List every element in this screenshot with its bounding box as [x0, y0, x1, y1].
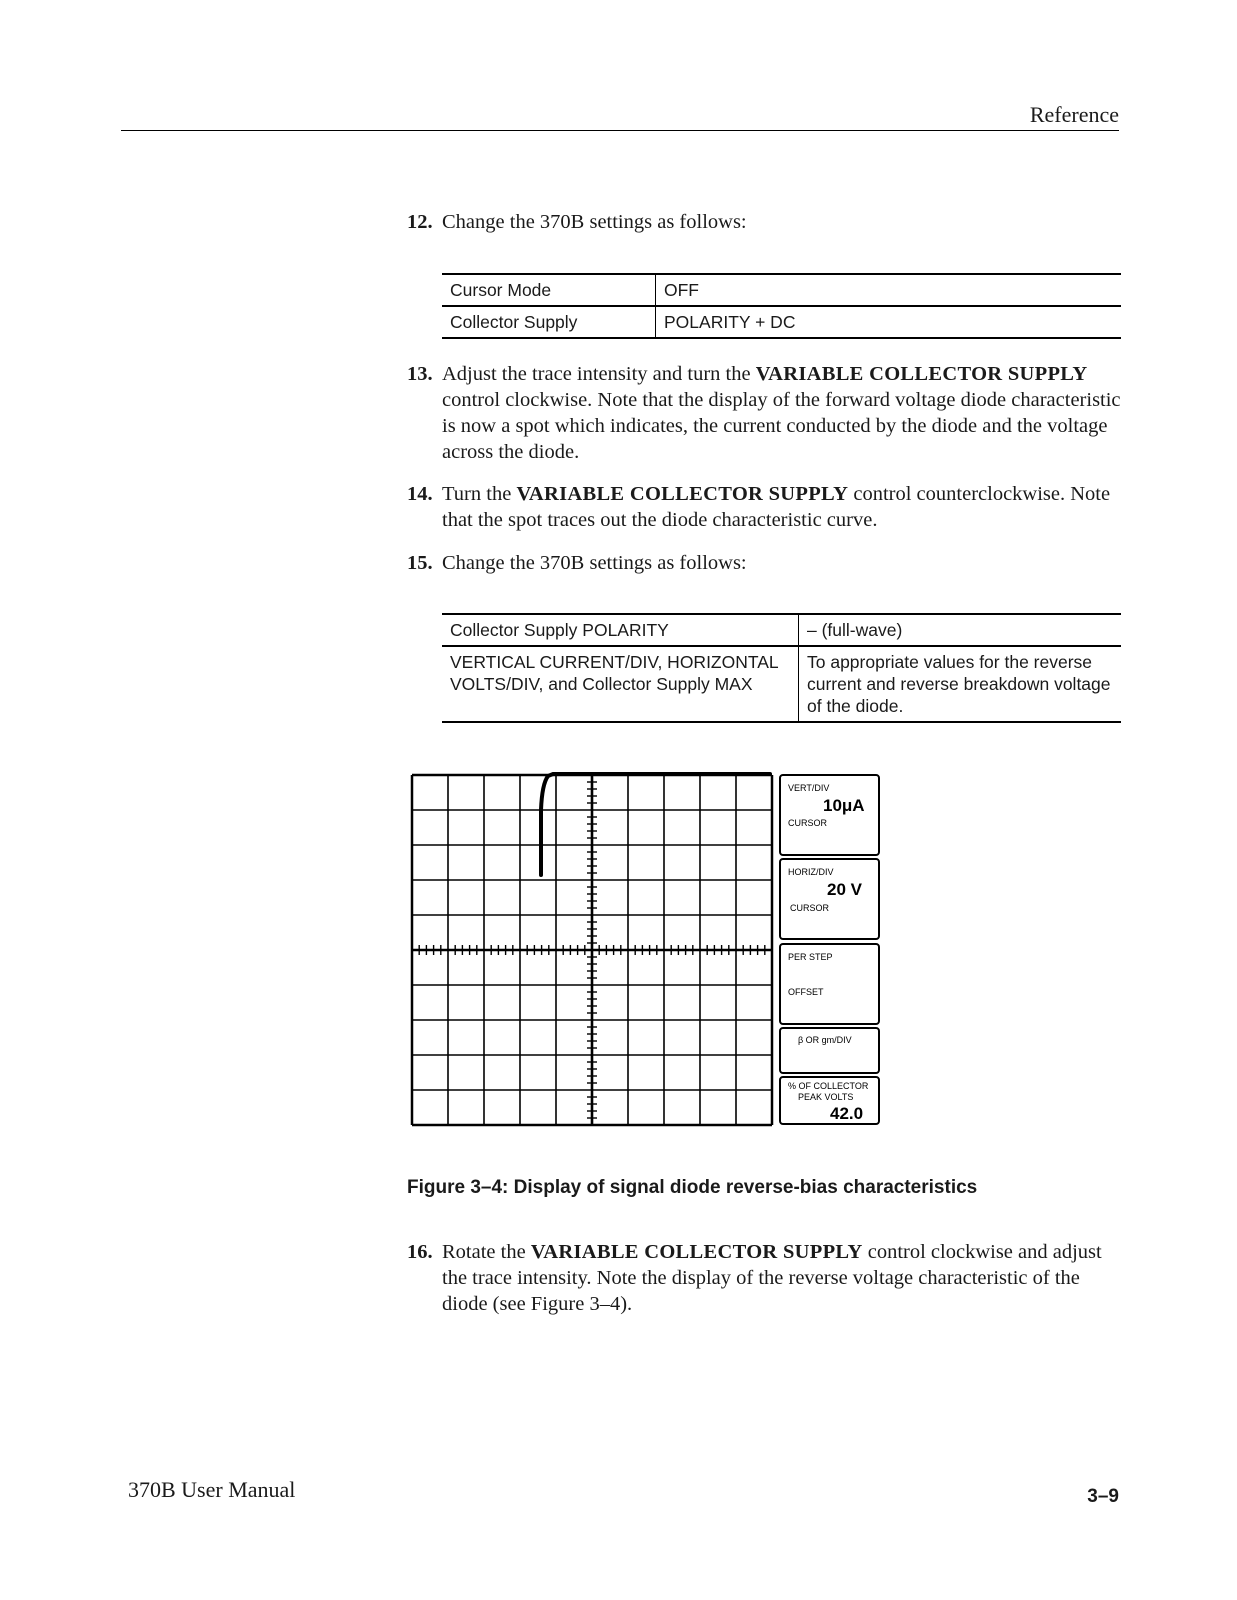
cursor-label: CURSOR [788, 818, 828, 828]
step-12 [407, 209, 1127, 235]
table-row [442, 306, 1121, 338]
per-step-label: PER STEP [788, 952, 833, 962]
step-text: Change the 370B settings as follows: [442, 552, 747, 574]
horiz-div-value: 20 V [827, 880, 862, 899]
step-text: Turn the [442, 483, 517, 505]
table-row [442, 646, 1121, 722]
readout-panel [780, 775, 879, 1124]
setting-value: OFF [664, 280, 699, 300]
peak-volts-value: 42.0 [830, 1104, 864, 1123]
step-16 [407, 1239, 1127, 1317]
setting-value: To appropriate values for the reverse current and reverse breakdown voltage of the diode. [807, 652, 1111, 716]
setting-name: Collector Supply [442, 306, 656, 338]
peak-volts-label: PEAK VOLTS [798, 1092, 854, 1102]
settings-table-1 [442, 273, 1121, 339]
control-name: VARIABLE COLLECTOR SUPPLY [516, 483, 849, 505]
figure-caption: Figure 3–4: Display of signal diode reverse-bias characteristics [407, 1177, 978, 1198]
control-name: VARIABLE COLLECTOR SUPPLY [755, 363, 1088, 385]
horiz-div-label: HORIZ/DIV [788, 867, 834, 877]
step-text: control clockwise and adjust the trace intensity. Note the display of the reverse voltage characteristic of the diode (see Figure 3–4). [442, 1241, 1102, 1315]
page-number: 3–9 [1087, 1486, 1119, 1507]
step-number: 12. [407, 211, 433, 233]
graticule [412, 775, 772, 1125]
step-text: control counterclockwise. Note that the spot traces out the diode characteristic curve. [442, 483, 1111, 531]
cursor-label: CURSOR [790, 903, 830, 913]
step-13 [407, 361, 1127, 465]
step-text: Adjust the trace intensity and turn the [442, 363, 756, 385]
footer-manual-title: 370B User Manual [128, 1477, 296, 1502]
step-text: Change the 370B settings as follows: [442, 211, 747, 233]
peak-volts-label: % OF COLLECTOR [788, 1081, 869, 1091]
step-number: 16. [407, 1241, 433, 1263]
settings-table-2 [442, 613, 1121, 723]
offset-label: OFFSET [788, 987, 824, 997]
table-row [442, 274, 1121, 306]
control-name: VARIABLE COLLECTOR SUPPLY [530, 1241, 863, 1263]
step-number: 15. [407, 552, 433, 574]
setting-value: POLARITY + DC [664, 312, 796, 332]
setting-name: Cursor Mode [442, 274, 656, 306]
setting-name: VERTICAL CURRENT/DIV, HORIZONTAL VOLTS/DIV, and Collector Supply MAX [442, 646, 799, 722]
setting-name: Collector Supply POLARITY [442, 614, 799, 646]
step-14 [407, 481, 1127, 533]
table-row [442, 614, 1121, 646]
setting-value: – (full-wave) [807, 620, 903, 640]
running-header: Reference [1029, 102, 1119, 127]
beta-label: β OR gm/DIV [798, 1035, 852, 1045]
curve-tracer-display [408, 770, 883, 1128]
header-rule [121, 130, 1119, 131]
step-text: control clockwise. Note that the display of the forward voltage diode characteristic is now a spot which indicates, the current conducted by the diode and the voltage across the diode. [442, 389, 1121, 463]
vert-div-label: VERT/DIV [788, 783, 830, 793]
vert-div-value: 10μA [823, 796, 865, 815]
step-text: Rotate the [442, 1241, 531, 1263]
step-15 [407, 550, 1127, 576]
step-number: 13. [407, 363, 433, 385]
step-number: 14. [407, 483, 433, 505]
